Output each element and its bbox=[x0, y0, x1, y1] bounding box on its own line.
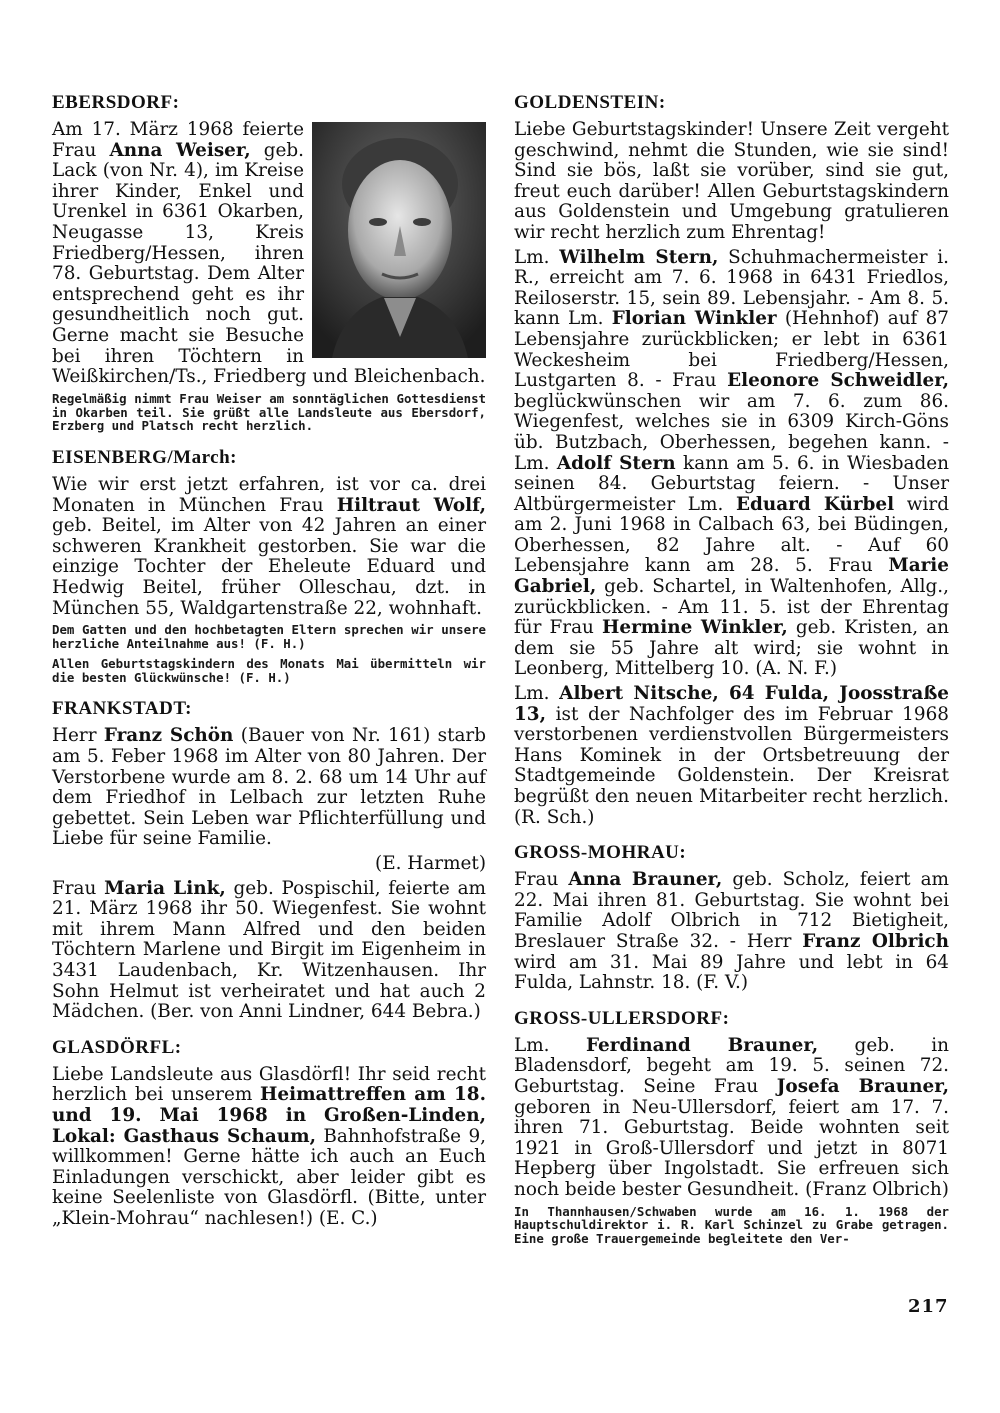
person-name: Ferdinand Brauner, bbox=[585, 1034, 819, 1056]
portrait-image bbox=[312, 122, 486, 358]
section-heading: EISENBERG/March: bbox=[52, 447, 238, 469]
person-name: Eleonore Schweidler, bbox=[727, 370, 949, 392]
section-heading: GOLDENSTEIN: bbox=[514, 92, 666, 113]
person-name: Josefa Brauner, bbox=[776, 1075, 949, 1097]
section-glasdoerfl bbox=[52, 1037, 486, 1230]
glasdoerfl-text: Liebe Landsleute aus Glasdörfl! Ihr seid recht herzlich bei unserem Heimattreffen am 18. und 19. Mai 1968 in Großen-Linden, Lokal: Gasthaus Schaum, Bahnhofstraße 9, willkommen! Gerne hätte ich auch an Euch Einladungen verschickt, aber leider gibt es keine Seelenliste von Glasdörfl. (Bitte, unter „Klein-Mohrau“ nachlesen!) (E. C.) bbox=[52, 1063, 486, 1229]
section-goldenstein bbox=[514, 92, 949, 828]
person-name: Florian Winkler bbox=[611, 308, 777, 330]
eisenberg-note-1: Dem Gatten und den hochbetagten Eltern sprechen wir unsere herzliche Anteilnahme aus! (F. H.) bbox=[52, 622, 486, 652]
person-name: Wilhelm Stern, bbox=[559, 246, 719, 268]
ebersdorf-text: Am 17. März 1968 feierte Frau Anna Weiser, geb. Lack (von Nr. 4), im Kreise ihrer Kinder, Enkel und Urenkel in 6361 Okarben, Neugasse 13, Kreis Friedberg/Hessen, ihren 78. Geburtstag. Dem Alter entsprechend geht es ihr gesundheitlich noch gut. Gerne macht sie Besuche bei ihren Töchtern in Weißkirchen/Ts., Friedberg und Bleichenbach. bbox=[52, 119, 486, 388]
person-name: Marie Gabriel, bbox=[514, 555, 949, 598]
section-heading: GROSS-ULLERSDORF: bbox=[514, 1007, 730, 1029]
gross-ullersdorf-text: Lm. Ferdinand Brauner, geb. in Bladensdorf, begeht am 19. 5. seinen 72. Geburtstag. Seine Frau Josefa Brauner, geboren in Neu-Ullersdorf, feiert am 17. 7. ihren 71. Geburtstag. Beide wohnten seit 1921 in Groß-Ullersdorf und jetzt in 8071 Hepberg über Ingolstadt. Sie erfreuen sich noch beide bester Gesundheit. (Franz Olbrich) bbox=[514, 1034, 949, 1200]
gross-ullersdorf-note: In Thannhausen/Schwaben wurde am 16. 1. 1968 der Hauptschuldirektor i. R. Karl Schinzel zu Grabe getragen. Eine große Trauergemeinde begleitete den Ver- bbox=[514, 1203, 949, 1247]
person-name: Maria Link, bbox=[104, 877, 226, 899]
person-name: Adolf Stern bbox=[556, 452, 676, 474]
goldenstein-text-2: Lm. Wilhelm Stern, Schuhmachermeister i. R., erreicht am 7. 6. 1968 in 6431 Friedlos, Reiloserstr. 15, sein 89. Lebensjahr. - Am 8. 5. kann Lm. Florian Winkler (Hehnhof) auf 87 Lebensjahre zurückblicken; er lebt in 6361 Weckesheim bei Friedberg/Hessen, Lustgarten 8. - Frau Eleonore Schweidler, beglückwünschen wir am 7. 6. zum 86. Wiegenfest, welches sie in 6309 Kirch-Göns üb. Butzbach, Oberhessen, begehen kann. - Lm. Adolf Stern kann am 5. 6. in Wiesbaden seinen 84. Geburtstag feiern. - Unser Altbürgermeister Lm. Eduard Kürbel wird am 2. Juni 1968 in Calbach 63, bei Büdingen, Oberhessen, 82 Jahre alt. - Auf 60 Lebensjahre kann am 28. 5. Frau Marie Gabriel, geb. Schartel, in Waltenhofen, Allg., zurückblicken. - Am 11. 5. ist der Ehrentag für Frau Hermine Winkler, geb. Kristen, an dem sie 55 Jahre alt wird; sie wohnt in Leonberg, Mittelberg 10. (A. N. F.) bbox=[514, 246, 950, 680]
section-heading: GROSS-MOHRAU: bbox=[514, 842, 687, 864]
eisenberg-text: Wie wir erst jetzt erfahren, ist vor ca. drei Monaten in München Frau Hiltraut Wolf, geb. Beitel, im Alter von 42 Jahren an einer schweren Krankheit gestorben. Sie war die einzige Tochter der Eheleute Eduard und Hedwig Beitel, früher Olleschau, dzt. in München 55, Waldgartenstraße 22, wohnhaft. bbox=[52, 474, 486, 619]
section-heading: EBERSDORF: bbox=[52, 92, 180, 113]
person-name: Hermine Winkler, bbox=[602, 617, 788, 639]
section-eisenberg bbox=[52, 447, 486, 684]
person-name: Albert Nitsche, 64 Fulda, Joosstraße 13, bbox=[514, 683, 949, 725]
frankstadt-text-2: Frau Maria Link, geb. Pospischil, feierte am 21. März 1968 ihr 50. Wiegenfest. Sie wohnt mit ihrem Mann Alfred und den beiden Töchtern Marlene und Birgit im Eigenheim in 3431 Laudenbach, Kr. Witzenhausen. Ihr Sohn Helmut ist verheiratet und hat auch 2 Mädchen. (Ber. von Anni Lindner, 644 Bebra.) bbox=[52, 877, 486, 1023]
gross-mohrau-text: Frau Anna Brauner, geb. Scholz, feiert am 22. Mai ihren 81. Geburtstag. Sie wohnt bei Familie Adolf Olbrich in 712 Bietigheit, Breslauer Straße 32. - Herr Franz Olbrich wird am 31. Mai 89 Jahre und lebt in 64 Fulda, Lahnstr. 18. (F. V.) bbox=[514, 869, 949, 994]
section-gross-ullersdorf bbox=[514, 1008, 949, 1246]
frankstadt-text-1: Herr Franz Schön (Bauer von Nr. 161) starb am 5. Feber 1968 im Alter von 80 Jahren. Der Verstorbene wurde am 8. 2. 68 um 14 Uhr auf dem Friedhof in Lelbach zur letzten Ruhe gebettet. Sein Leben war Pflichterfüllung und Liebe für seine Familie. bbox=[52, 725, 486, 850]
section-heading: GLASDÖRFL: bbox=[52, 1036, 182, 1058]
section-heading: FRANKSTADT: bbox=[52, 698, 192, 720]
section-gross-mohrau bbox=[514, 842, 949, 994]
goldenstein-text-1: Liebe Geburtstagskinder! Unsere Zeit vergeht geschwind, nehmt die Stunden, wie sie sind! Sind sie bös, laßt sie vorüber, sind sie gut, freut euch darüber! Allen Geburtstagskindern aus Goldenstein und Umgebung gratulieren wir recht herzlich zum Ehrentag! bbox=[514, 119, 949, 243]
section-frankstadt bbox=[52, 698, 486, 1022]
frankstadt-signature: (E. Harmet) bbox=[375, 853, 486, 875]
left-column bbox=[52, 92, 486, 1244]
person-name: Franz Schön bbox=[103, 725, 234, 747]
person-name: Anna Brauner, bbox=[568, 869, 723, 891]
goldenstein-text-3: Lm. Albert Nitsche, 64 Fulda, Joosstraße 13, ist der Nachfolger des im Februar 1968 verstorbenen verdienstvollen Bürgermeisters Hans Kominek in der Ortsbetreuung der Stadtgemeinde Goldenstein. Der Kreisrat begrüßt den neuen Mitarbeiter recht herzlich. (R. Sch.) bbox=[514, 683, 949, 828]
person-name: Anna Weiser, bbox=[109, 139, 251, 161]
page-number: 217 bbox=[908, 1296, 949, 1317]
person-name: Franz Olbrich bbox=[802, 930, 949, 952]
section-ebersdorf bbox=[52, 92, 486, 433]
portrait-photo bbox=[312, 122, 486, 358]
eisenberg-note-2: Allen Geburtstagskindern des Monats Mai übermitteln wir die besten Glückwünsche! (F. H.) bbox=[52, 655, 486, 685]
ebersdorf-note: Regelmäßig nimmt Frau Weiser am sonntäglichen Gottesdienst in Okarben teil. Sie grüßt alle Landsleute aus Ebersdorf, Erzberg und Platsch recht herzlich. bbox=[52, 390, 486, 434]
person-name: Hiltraut Wolf, bbox=[336, 494, 486, 516]
person-name: Eduard Kürbel bbox=[735, 493, 895, 515]
event-details: Heimattreffen am 18. und 19. Mai 1968 in Großen-Linden, Lokal: Gasthaus Schaum, bbox=[52, 1084, 486, 1147]
right-column bbox=[514, 92, 949, 1260]
